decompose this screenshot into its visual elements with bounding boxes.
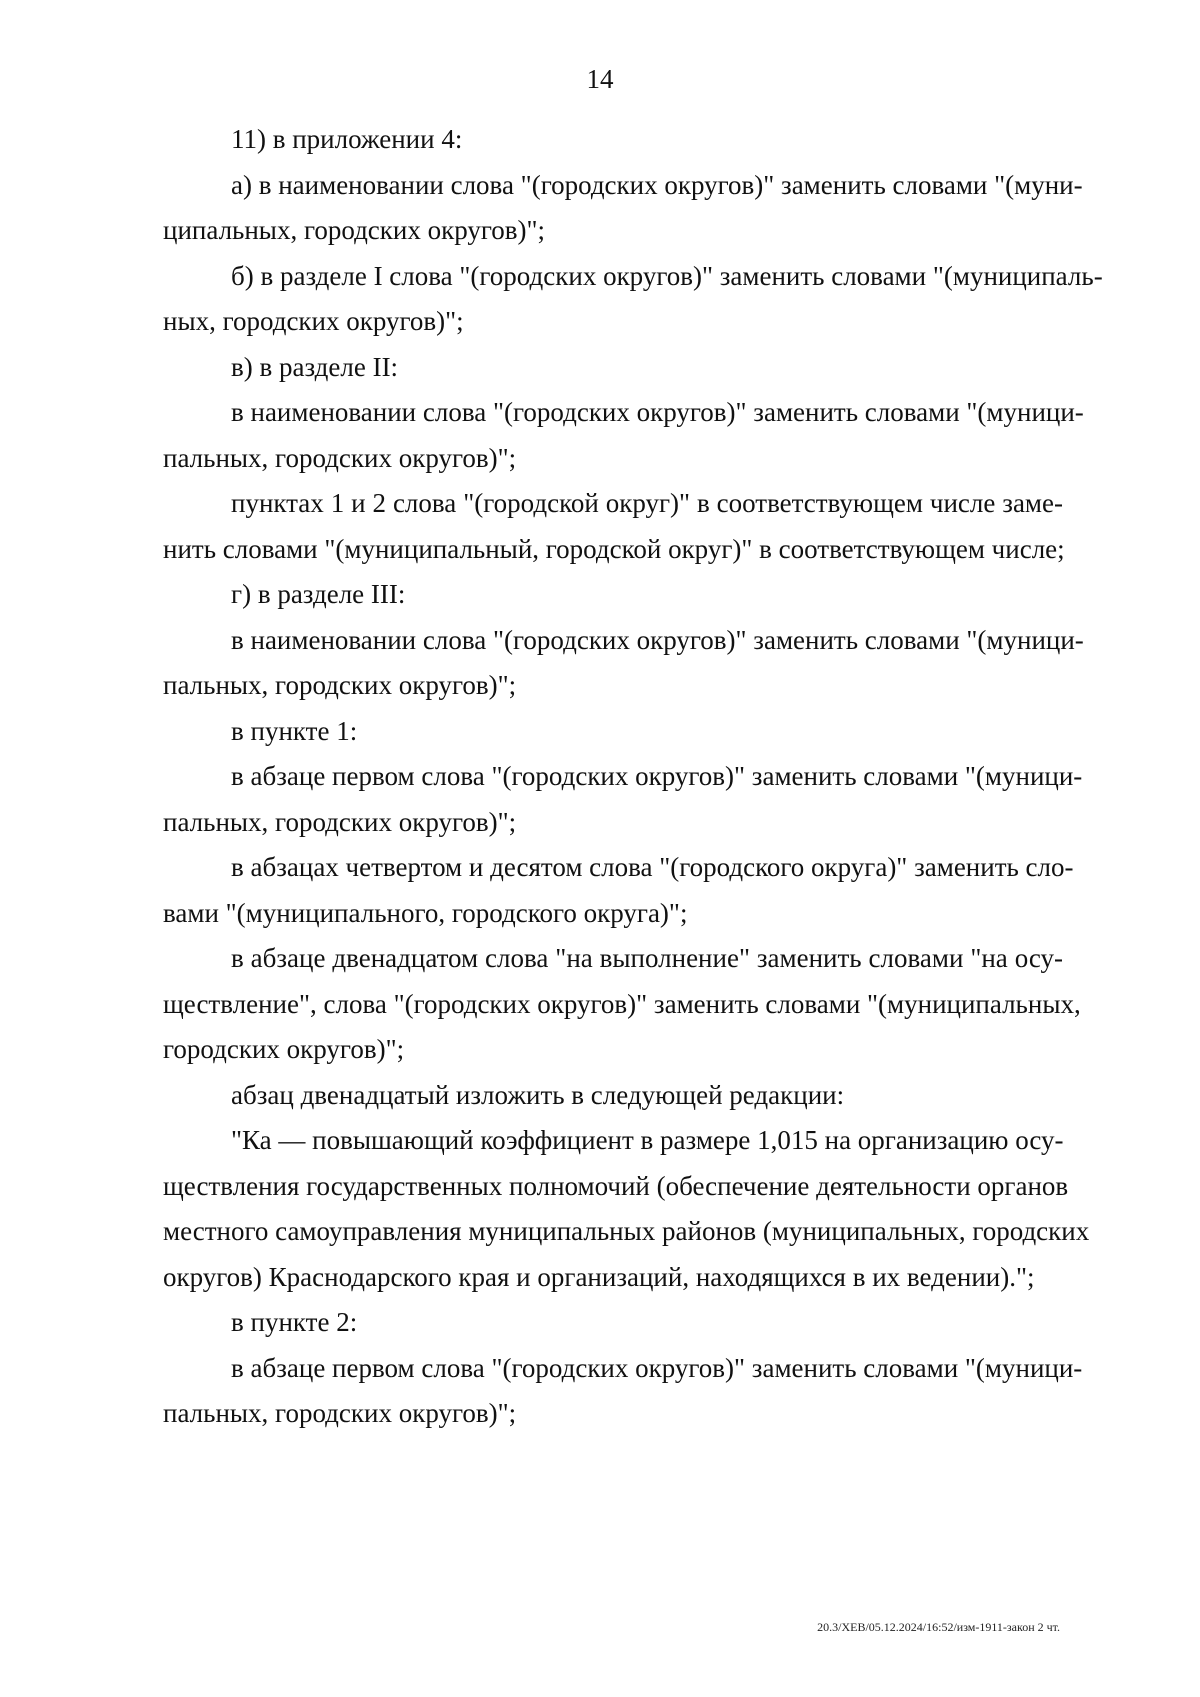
text-line: округов) Краснодарского края и организаций, находящихся в их ведении).";	[163, 1261, 1035, 1292]
text-line: нить словами "(муниципальный, городской округ)" в соответствующем числе;	[163, 533, 1065, 564]
text-line: пальных, городских округов)";	[163, 1398, 517, 1428]
text-line: ществление", слова "(городских округов)" заменить словами "(муниципальных,	[163, 988, 1081, 1019]
text-line: пальных, городских округов)";	[163, 670, 517, 700]
text-line: в абзаце первом слова "(городских округов)" заменить словами "(муници-	[231, 761, 1083, 791]
footer-document-code: 20.3/ХЕВ/05.12.2024/16:52/изм-1911-закон 2 чт.	[817, 1620, 1060, 1634]
text-line: "Ка — повышающий коэффициент в размере 1,015 на организацию осу-	[231, 1125, 1064, 1155]
text-line: в абзаце двенадцатом слова "на выполнение" заменить словами "на осу-	[231, 943, 1063, 973]
text-line: пунктах 1 и 2 слова "(городской округ)" в соответствующем числе заме-	[231, 488, 1063, 518]
text-line: ществления государственных полномочий (обеспечение деятельности органов	[163, 1170, 1069, 1201]
text-line: б) в разделе I слова "(городских округов)" заменить словами "(муниципаль-	[231, 260, 1103, 291]
text-line: пальных, городских округов)";	[163, 442, 517, 473]
text-line: вами "(муниципального, городского округа)";	[163, 897, 688, 928]
page-number: 14	[586, 64, 614, 94]
text-line: в абзацах четвертом и десятом слова "(городского округа)" заменить сло-	[231, 852, 1074, 882]
text-line: в наименовании слова "(городских округов)" заменить словами "(муници-	[231, 624, 1084, 655]
text-line: ципальных, городских округов)";	[163, 215, 546, 245]
text-line: в пункте 1:	[231, 715, 358, 746]
text-line: в пункте 2:	[231, 1307, 358, 1337]
text-line: в абзаце первом слова "(городских округов)" заменить словами "(муници-	[231, 1352, 1083, 1383]
text-line: городских округов)";	[163, 1034, 405, 1064]
text-line: а) в наименовании слова "(городских округов)" заменить словами "(муни-	[231, 169, 1083, 200]
text-line: г) в разделе III:	[231, 579, 406, 609]
text-line: в наименовании слова "(городских округов)" заменить словами "(муници-	[231, 397, 1084, 427]
text-line: пальных, городских округов)";	[163, 806, 517, 837]
text-line: 11) в приложении 4:	[231, 124, 463, 154]
document-body	[163, 117, 1103, 1437]
text-line: абзац двенадцатый изложить в следующей редакции:	[231, 1079, 845, 1110]
text-line: местного самоуправления муниципальных районов (муниципальных, городских	[163, 1216, 1090, 1246]
text-line: в) в разделе II:	[231, 351, 399, 382]
text-line: ных, городских округов)";	[163, 306, 464, 336]
